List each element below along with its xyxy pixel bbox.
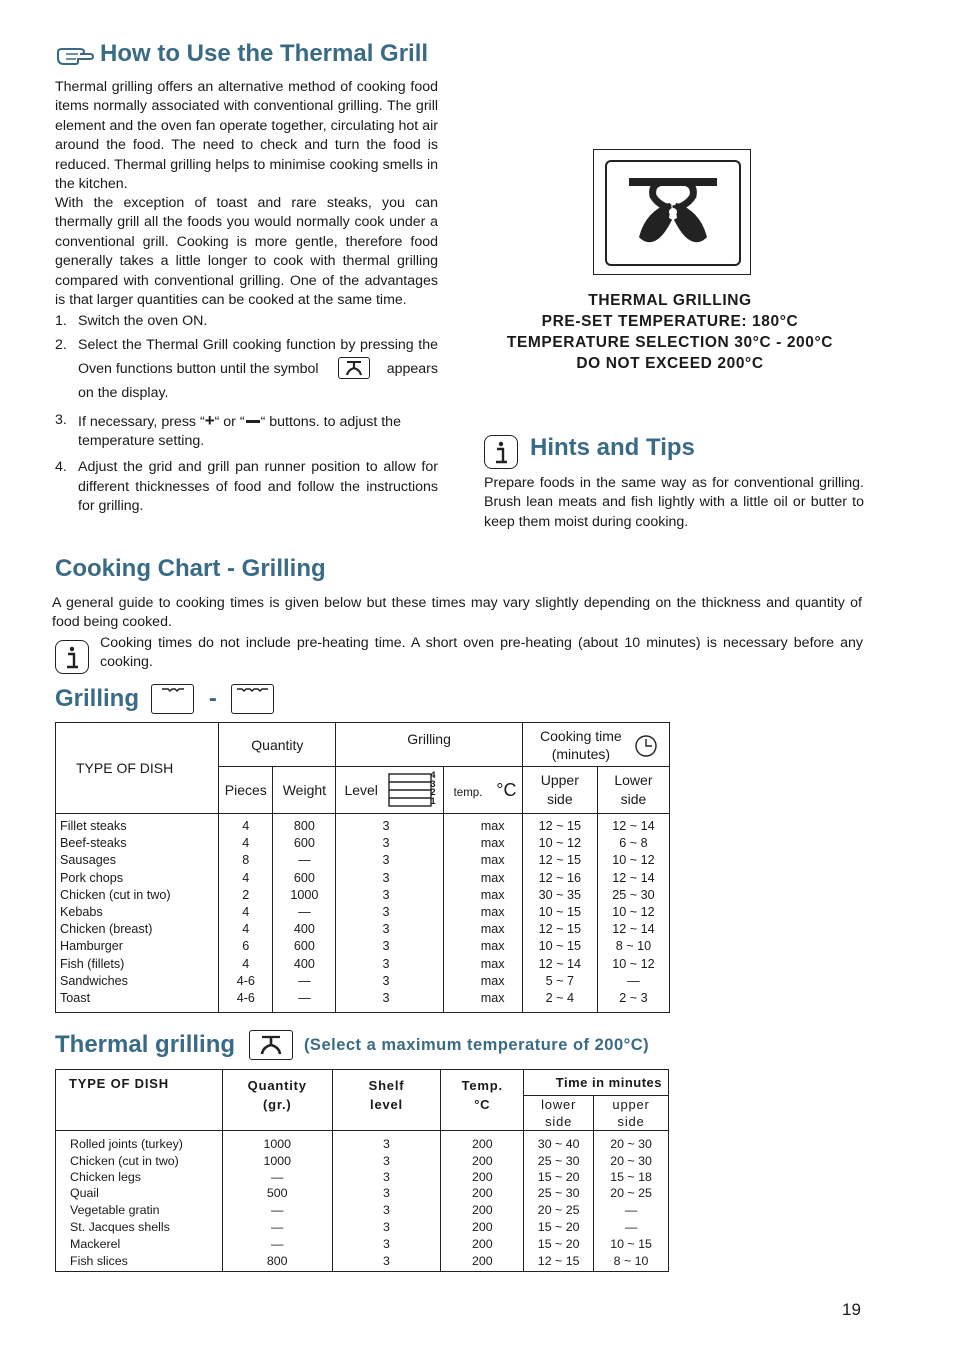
table-cell: 8 ~ 10 xyxy=(615,939,652,954)
table-cell: 800 xyxy=(266,1254,288,1268)
pointing-hand-icon xyxy=(56,46,94,66)
table-cell: 3 xyxy=(382,991,390,1006)
table-cell: max xyxy=(480,973,505,988)
table-cell: 15 ~ 20 xyxy=(537,1170,580,1184)
table-cell: 6 xyxy=(242,939,250,954)
table-cell: Toast xyxy=(60,991,91,1006)
table-cell: 12 ~ 14 xyxy=(612,870,655,885)
table-cell: Mackerel xyxy=(70,1237,121,1251)
col-temp: Temp. °C xyxy=(441,1070,524,1131)
table-cell: — xyxy=(298,973,311,988)
table-cell: max xyxy=(480,853,505,868)
table-cell: 3 xyxy=(382,905,390,920)
col-quantity: Quantity (gr.) xyxy=(222,1070,332,1131)
col-lower-side: Lower side xyxy=(597,767,669,814)
shelf-levels-icon xyxy=(388,773,432,807)
table-cell: — xyxy=(624,1203,638,1217)
table-cell: 25 ~ 30 xyxy=(612,887,655,902)
table-cell: 2 xyxy=(242,887,250,902)
info-icon xyxy=(55,640,89,674)
table-cell: 3 xyxy=(383,1203,390,1217)
table-cell: Kebabs xyxy=(60,905,103,920)
minus-icon xyxy=(246,420,260,423)
table-cell: 4 xyxy=(242,922,250,937)
table-cell: 200 xyxy=(471,1220,493,1234)
table-cell: 3 xyxy=(382,956,390,971)
table-cell: — xyxy=(271,1220,284,1234)
temp-list xyxy=(441,1135,523,1270)
table-cell: Fillet steaks xyxy=(60,819,127,833)
col-type-of-dish: TYPE OF DISH xyxy=(56,723,219,814)
table-cell: 4-6 xyxy=(236,973,255,988)
table-cell: 3 xyxy=(382,973,390,988)
grill-icon xyxy=(151,684,194,714)
table-cell: 12 ~ 15 xyxy=(537,1254,580,1268)
table-cell: 25 ~ 30 xyxy=(537,1154,580,1168)
col-cooking-time: Cooking time (minutes) xyxy=(522,723,669,767)
table-cell: 4-6 xyxy=(236,991,255,1006)
grilling-table-body xyxy=(56,814,670,1013)
clock-icon xyxy=(635,735,657,757)
table-cell: 600 xyxy=(293,939,315,954)
table-cell: 1000 xyxy=(263,1137,292,1151)
table-cell: 10 ~ 12 xyxy=(612,853,655,868)
table-cell: max xyxy=(480,991,505,1006)
table-cell: 8 xyxy=(242,853,250,868)
table-cell: 12 ~ 14 xyxy=(538,956,581,971)
table-cell: 5 ~ 7 xyxy=(545,973,574,988)
table-cell: 20 ~ 30 xyxy=(610,1137,652,1151)
col-temp: temp. °C xyxy=(443,767,522,814)
table-cell: — xyxy=(271,1203,284,1217)
col-level: Level 4 3 2 1 xyxy=(336,767,443,814)
table-cell: 400 xyxy=(293,956,315,971)
upper-side-list xyxy=(594,1135,668,1270)
table-cell: Beef-steaks xyxy=(60,836,127,851)
step-2: 2. Select the Thermal Grill cooking function by pressing the Oven functions button until the symbol appears on the display. xyxy=(55,337,438,401)
table-cell: Hamburger xyxy=(60,939,123,954)
shelf-list xyxy=(333,1135,441,1270)
table-cell: 4 xyxy=(242,905,250,920)
preheat-note: Cooking times do not include pre-heating time. A short oven pre-heating (about 10 minutes) is necessary before any cooking. xyxy=(100,635,863,671)
double-grill-icon xyxy=(231,684,274,714)
table-cell: Chicken (cut in two) xyxy=(60,887,171,902)
table-cell: 3 xyxy=(382,922,390,937)
col-grilling: Grilling xyxy=(336,723,522,767)
table-cell: 600 xyxy=(293,870,315,885)
table-cell: St. Jacques shells xyxy=(70,1220,170,1234)
table-cell: — xyxy=(627,973,640,988)
table-cell: Fish (fillets) xyxy=(60,956,125,971)
table-cell: 30 ~ 35 xyxy=(538,887,581,902)
table-cell: 15 ~ 20 xyxy=(537,1237,580,1251)
table-cell: 3 xyxy=(383,1170,390,1184)
table-cell: 15 ~ 20 xyxy=(537,1220,580,1234)
table-cell: 12 ~ 14 xyxy=(612,819,655,833)
table-cell: 3 xyxy=(382,887,390,902)
table-cell: — xyxy=(298,991,311,1006)
table-cell: 12 ~ 16 xyxy=(538,870,581,885)
table-cell: 10 ~ 12 xyxy=(612,905,655,920)
lower-side-list xyxy=(524,1135,593,1270)
table-cell: 4 xyxy=(242,819,250,833)
table-cell: 3 xyxy=(383,1237,390,1251)
table-cell: 3 xyxy=(382,819,390,833)
col-pieces: Pieces xyxy=(219,767,273,814)
thermal-grill-large-icon xyxy=(607,162,739,264)
table-cell: 200 xyxy=(471,1203,493,1217)
table-cell: max xyxy=(480,956,505,971)
upper-side-list xyxy=(523,818,597,1007)
table-cell: max xyxy=(480,922,505,937)
chart-title: Cooking Chart - Grilling xyxy=(55,555,326,582)
level-list xyxy=(382,818,442,1007)
table-cell: 12 ~ 15 xyxy=(538,819,581,833)
table-cell: — xyxy=(298,853,311,868)
pieces-list xyxy=(219,818,272,1007)
table-cell: 10 ~ 12 xyxy=(538,836,581,851)
chart-intro: A general guide to cooking times is given below but these times may vary slightly depending on the thickness and quantity of food being cooked. xyxy=(52,595,862,631)
table-cell: Fish slices xyxy=(70,1254,128,1268)
advantages-paragraph: With the exception of toast and rare steaks, you can thermally grill all the foods you would normally cook under a conventional grill. Cooking is more gentle, therefore food generally takes a little longer to cook with thermal grilling compared with conventional grilling. One of the advantages is that larger quantities can be cooked at the same time. xyxy=(55,195,438,309)
table-cell: Pork chops xyxy=(60,870,123,885)
table-cell: 8 ~ 10 xyxy=(613,1254,649,1268)
weight-list xyxy=(273,818,335,1007)
table-cell: 200 xyxy=(471,1254,493,1268)
temp-list xyxy=(464,818,522,1007)
section-heading xyxy=(56,40,456,72)
col-time-in-minutes: Time in minutes xyxy=(524,1070,669,1096)
table-cell: 10 ~ 12 xyxy=(612,956,655,971)
table-cell: 3 xyxy=(382,836,390,851)
table-cell: — xyxy=(271,1237,284,1251)
instruction-steps: 1. Switch the oven ON. 2. Select the Thermal Grill cooking function by pressing the Oven functions button until the symbol appears on the display. 3. If necessary, press “+“ or “ “ buttons. to adjust the temperature setting. 4. Adjust the grid and grill pan runner position to allow for different thicknesses of food and follow the instructions for grilling. xyxy=(55,313,438,515)
quantity-list xyxy=(223,1135,332,1270)
hints-title: Hints and Tips xyxy=(530,434,695,461)
table-cell: Quail xyxy=(70,1186,99,1200)
info-icon xyxy=(484,435,518,469)
table-cell: max xyxy=(480,836,505,851)
col-quantity: Quantity xyxy=(219,723,336,767)
thermal-grilling-table xyxy=(55,1069,669,1272)
table-cell: 12 ~ 14 xyxy=(612,922,655,937)
col-shelf-level: Shelf level xyxy=(332,1070,441,1131)
thermal-grilling-heading: Thermal grilling (Select a maximum temperature of 200°C) xyxy=(55,1031,650,1058)
table-cell: Rolled joints (turkey) xyxy=(70,1137,183,1151)
dish-list xyxy=(70,1135,222,1270)
grilling-table xyxy=(55,722,670,1013)
table-cell: 400 xyxy=(293,922,315,937)
table-cell: 500 xyxy=(266,1186,288,1200)
table-cell: 12 ~ 15 xyxy=(538,853,581,868)
plus-icon: + xyxy=(204,411,215,430)
table-cell: 3 xyxy=(383,1254,390,1268)
table-cell: Vegetable gratin xyxy=(70,1203,160,1217)
table-cell: Chicken (breast) xyxy=(60,922,153,937)
table-cell: 20 ~ 25 xyxy=(537,1203,580,1217)
table-cell: 3 xyxy=(383,1137,390,1151)
table-cell: max xyxy=(480,939,505,954)
intro-paragraph: Thermal grilling offers an alternative method of cooking food items normally associated with conventional grilling. The grill element and the oven fan operate together, circulating hot air around the food. The need to check and turn the food is reduced. Thermal grilling helps to minimise cooking smells in the kitchen. xyxy=(55,79,438,193)
table-cell: 20 ~ 25 xyxy=(610,1186,652,1200)
hints-text: Prepare foods in the same way as for conventional grilling. Brush lean meats and fish lightly with a little oil or butter to keep them moist during cooking. xyxy=(484,475,864,530)
table-cell: 10 ~ 15 xyxy=(538,939,581,954)
table-cell: 1000 xyxy=(263,1154,292,1168)
table-cell: 15 ~ 18 xyxy=(610,1170,652,1184)
table-cell: max xyxy=(480,870,505,885)
page-title: How to Use the Thermal Grill xyxy=(100,40,429,67)
col-upper-side: Upper side xyxy=(522,767,597,814)
table-cell: — xyxy=(298,905,311,920)
col-weight: Weight xyxy=(273,767,336,814)
table-cell: 4 xyxy=(242,870,250,885)
table-cell: 3 xyxy=(382,939,390,954)
table-cell: 200 xyxy=(471,1170,493,1184)
table-cell: 200 xyxy=(471,1186,493,1200)
table-cell: 200 xyxy=(471,1154,493,1168)
table-cell: 20 ~ 30 xyxy=(610,1154,652,1168)
table-cell: 2 ~ 3 xyxy=(619,991,648,1006)
table-cell: 4 xyxy=(242,836,250,851)
dish-list xyxy=(60,818,218,1007)
table-cell: Sausages xyxy=(60,853,117,868)
table-cell: 12 ~ 15 xyxy=(538,922,581,937)
table-cell: 200 xyxy=(471,1137,493,1151)
table-cell: 3 xyxy=(382,870,390,885)
col-upper-side: upper side xyxy=(594,1096,669,1131)
step-3: 3. If necessary, press “+“ or “ “ buttons. to adjust the temperature setting. xyxy=(55,411,401,449)
table-cell: 1000 xyxy=(290,887,319,902)
table-cell: 3 xyxy=(382,853,390,868)
table-cell: 3 xyxy=(383,1220,390,1234)
thermal-grill-symbol-panel xyxy=(593,149,751,275)
thermal-table-body xyxy=(56,1131,669,1272)
table-cell: Chicken (cut in two) xyxy=(70,1154,179,1168)
table-cell: 4 xyxy=(242,956,250,971)
page-number: 19 xyxy=(842,1300,861,1319)
table-cell: — xyxy=(271,1170,284,1184)
table-cell: max xyxy=(480,819,505,833)
thermal-grill-symbol-icon xyxy=(338,357,370,379)
table-cell: 3 xyxy=(383,1186,390,1200)
col-type-of-dish: TYPE OF DISH xyxy=(56,1070,223,1131)
table-cell: max xyxy=(480,887,505,902)
table-cell: 2 ~ 4 xyxy=(545,991,574,1006)
table-cell: 6 ~ 8 xyxy=(619,836,648,851)
col-lower-side: lower side xyxy=(524,1096,594,1131)
table-cell: 10 ~ 15 xyxy=(610,1237,652,1251)
table-cell: Sandwiches xyxy=(60,973,128,988)
table-cell: 800 xyxy=(293,819,315,833)
table-cell: 25 ~ 30 xyxy=(537,1186,580,1200)
table-cell: — xyxy=(624,1220,638,1234)
table-cell: 10 ~ 15 xyxy=(538,905,581,920)
thermal-grilling-caption: THERMAL GRILLING PRE-SET TEMPERATURE: 180°C TEMPERATURE SELECTION 30°C - 200°C DO NOT EXCEED 200°C xyxy=(506,292,834,372)
table-cell: 3 xyxy=(383,1154,390,1168)
table-cell: max xyxy=(480,905,505,920)
lower-side-list xyxy=(598,818,669,1007)
table-cell: 600 xyxy=(293,836,315,851)
table-cell: 30 ~ 40 xyxy=(537,1137,580,1151)
grilling-heading: Grilling - xyxy=(55,684,274,718)
thermal-grill-icon xyxy=(249,1030,293,1060)
table-cell: 200 xyxy=(471,1237,493,1251)
table-cell: Chicken legs xyxy=(70,1170,141,1184)
